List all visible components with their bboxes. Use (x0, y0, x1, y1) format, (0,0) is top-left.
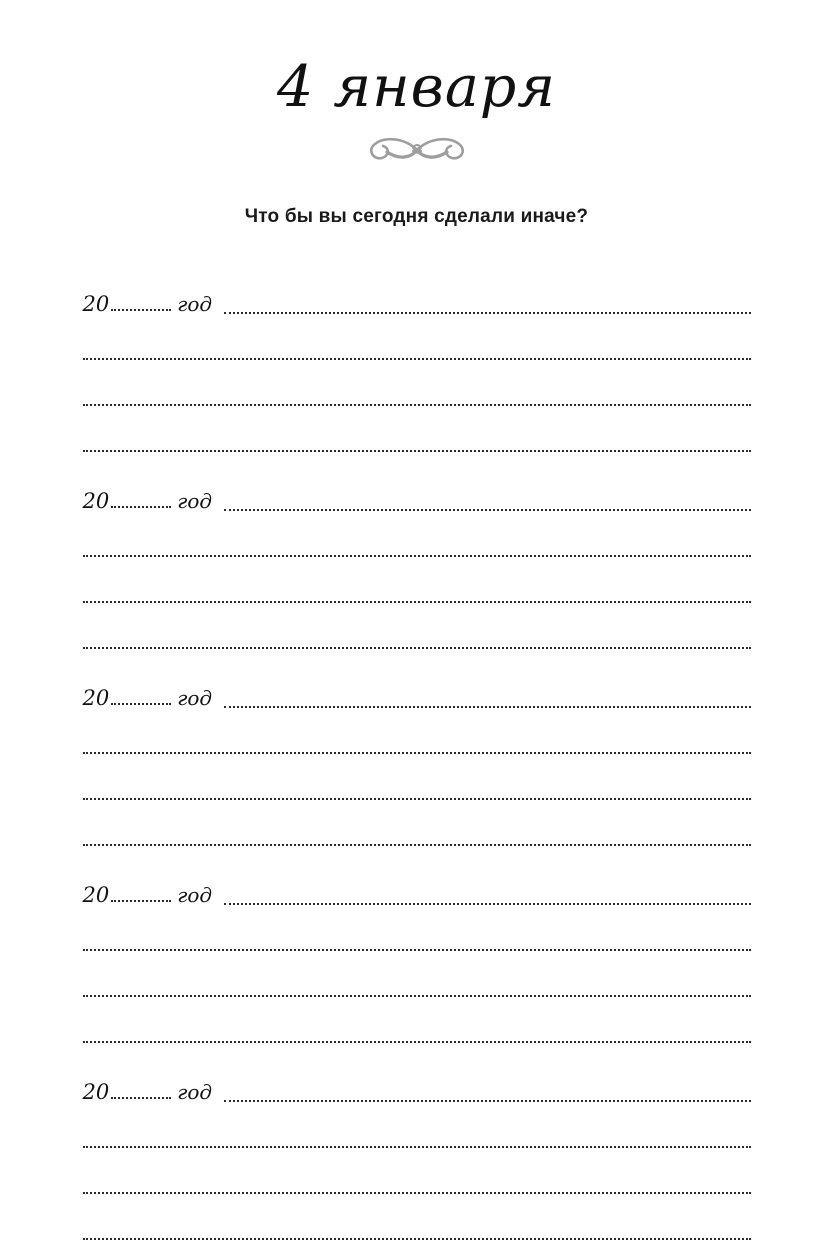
writing-line[interactable] (224, 902, 750, 905)
writing-line[interactable] (83, 1191, 751, 1194)
entry-line[interactable] (83, 1200, 751, 1246)
year-blank[interactable] (111, 702, 171, 705)
writing-line[interactable] (83, 403, 751, 406)
year-suffix: год (177, 488, 213, 513)
page-header (0, 0, 833, 228)
entry-line[interactable] (83, 563, 751, 609)
entry-line[interactable] (83, 609, 751, 655)
year-label (83, 1080, 213, 1108)
writing-line[interactable] (83, 1145, 751, 1148)
writing-line[interactable] (224, 311, 750, 314)
entry-block (83, 1072, 751, 1246)
writing-line[interactable] (224, 1099, 750, 1102)
writing-line[interactable] (83, 1237, 751, 1240)
year-label (83, 883, 213, 911)
entry-line[interactable] (83, 517, 751, 563)
writing-line[interactable] (224, 705, 750, 708)
year-suffix: год (177, 1079, 213, 1104)
page-title: 4 января (276, 54, 557, 120)
writing-line[interactable] (83, 449, 751, 452)
year-suffix: год (177, 291, 213, 316)
year-prefix: 20 (82, 488, 110, 513)
year-suffix: год (177, 685, 213, 710)
year-prefix: 20 (82, 882, 110, 907)
entry-year-row[interactable] (83, 875, 751, 911)
writing-line[interactable] (83, 1040, 751, 1043)
flourish-ornament-icon (327, 128, 507, 170)
entry-list (83, 284, 751, 1246)
year-prefix: 20 (82, 291, 110, 316)
entry-block (83, 678, 751, 852)
entry-line[interactable] (83, 412, 751, 458)
entry-block (83, 481, 751, 655)
entry-line[interactable] (83, 806, 751, 852)
writing-line[interactable] (83, 357, 751, 360)
year-blank[interactable] (111, 1096, 171, 1099)
year-blank[interactable] (111, 899, 171, 902)
year-label (83, 292, 213, 320)
year-prefix: 20 (82, 685, 110, 710)
writing-line[interactable] (224, 508, 750, 511)
entry-line[interactable] (83, 957, 751, 1003)
entry-year-row[interactable] (83, 678, 751, 714)
page-question: Что бы вы сегодня сделали иначе? (244, 205, 589, 227)
writing-line[interactable] (83, 948, 751, 951)
writing-line[interactable] (83, 843, 751, 846)
writing-line[interactable] (83, 751, 751, 754)
year-blank[interactable] (111, 308, 171, 311)
entry-block (83, 875, 751, 1049)
year-suffix: год (177, 882, 213, 907)
entry-line[interactable] (83, 1003, 751, 1049)
entry-line[interactable] (83, 911, 751, 957)
writing-line[interactable] (83, 994, 751, 997)
entry-line[interactable] (83, 714, 751, 760)
entry-year-row[interactable] (83, 284, 751, 320)
entry-line[interactable] (83, 366, 751, 412)
entry-year-row[interactable] (83, 1072, 751, 1108)
year-blank[interactable] (111, 505, 171, 508)
entry-block (83, 284, 751, 458)
year-label (83, 489, 213, 517)
entry-line[interactable] (83, 320, 751, 366)
entry-year-row[interactable] (83, 481, 751, 517)
writing-line[interactable] (83, 600, 751, 603)
entry-line[interactable] (83, 760, 751, 806)
year-label (83, 686, 213, 714)
writing-line[interactable] (83, 797, 751, 800)
entry-line[interactable] (83, 1154, 751, 1200)
writing-line[interactable] (83, 646, 751, 649)
year-prefix: 20 (82, 1079, 110, 1104)
entry-line[interactable] (83, 1108, 751, 1154)
writing-line[interactable] (83, 554, 751, 557)
